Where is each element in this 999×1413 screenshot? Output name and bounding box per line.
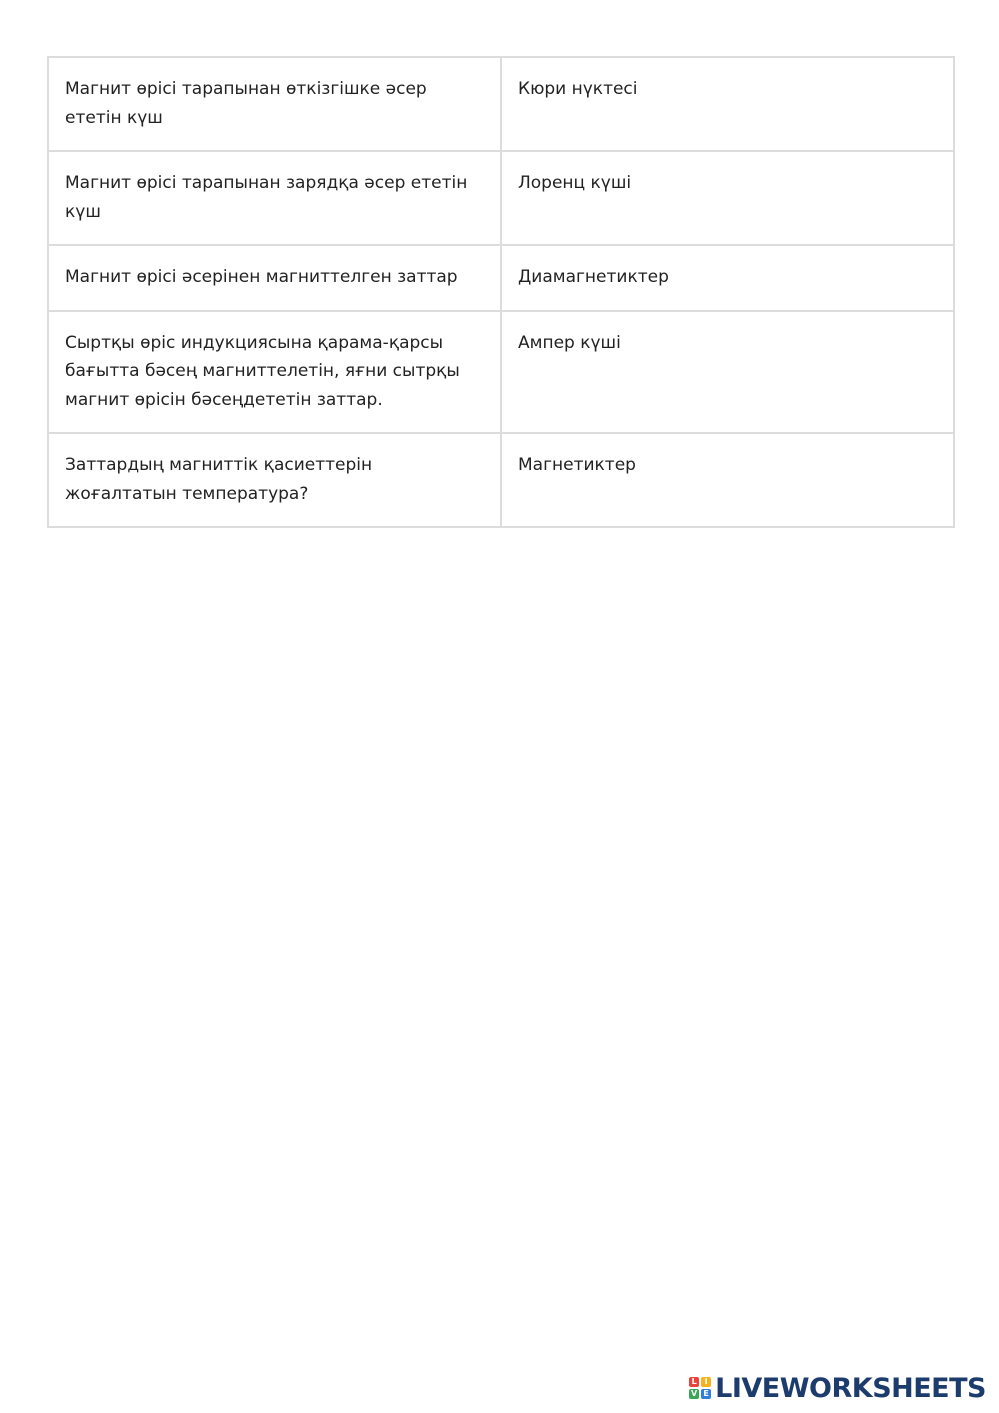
logo-mark-letter: V: [691, 1389, 698, 1398]
logo-mark-letter: I: [701, 1377, 711, 1387]
table-row: [48, 57, 954, 151]
answer-cell[interactable]: Лоренц күші: [501, 151, 954, 245]
table-row: [48, 151, 954, 245]
answer-cell[interactable]: Ампер күші: [501, 311, 954, 434]
term-cell: Заттардың магниттік қасиеттерін жоғалтатын температура?: [48, 433, 501, 527]
answer-cell[interactable]: Магнетиктер: [501, 433, 954, 527]
liveworksheets-logo-icon: [689, 1377, 711, 1399]
logo-mark-letter: L: [689, 1377, 699, 1387]
term-cell: Магнит өрісі әсерінен магниттелген заттар: [48, 245, 501, 311]
answer-cell[interactable]: Диамагнетиктер: [501, 245, 954, 311]
table-row: [48, 311, 954, 434]
logo-mark-letter: E: [701, 1389, 711, 1399]
table-row: [48, 433, 954, 527]
term-cell: Сыртқы өріс индукциясына қарама-қарсы бағытта бәсең магниттелетін, яғни сытрқы магнит өрісін бәсеңдететін заттар.: [48, 311, 501, 434]
answer-cell[interactable]: Кюри нүктесі: [501, 57, 954, 151]
logo-text: LIVEWORKSHEETS: [715, 1372, 986, 1404]
matching-table: [47, 56, 955, 528]
term-cell: Магнит өрісі тарапынан зарядқа әсер ететін күш: [48, 151, 501, 245]
liveworksheets-logo: [689, 1371, 986, 1405]
table-row: [48, 245, 954, 311]
term-cell: Магнит өрісі тарапынан өткізгішке әсер ететін күш: [48, 57, 501, 151]
